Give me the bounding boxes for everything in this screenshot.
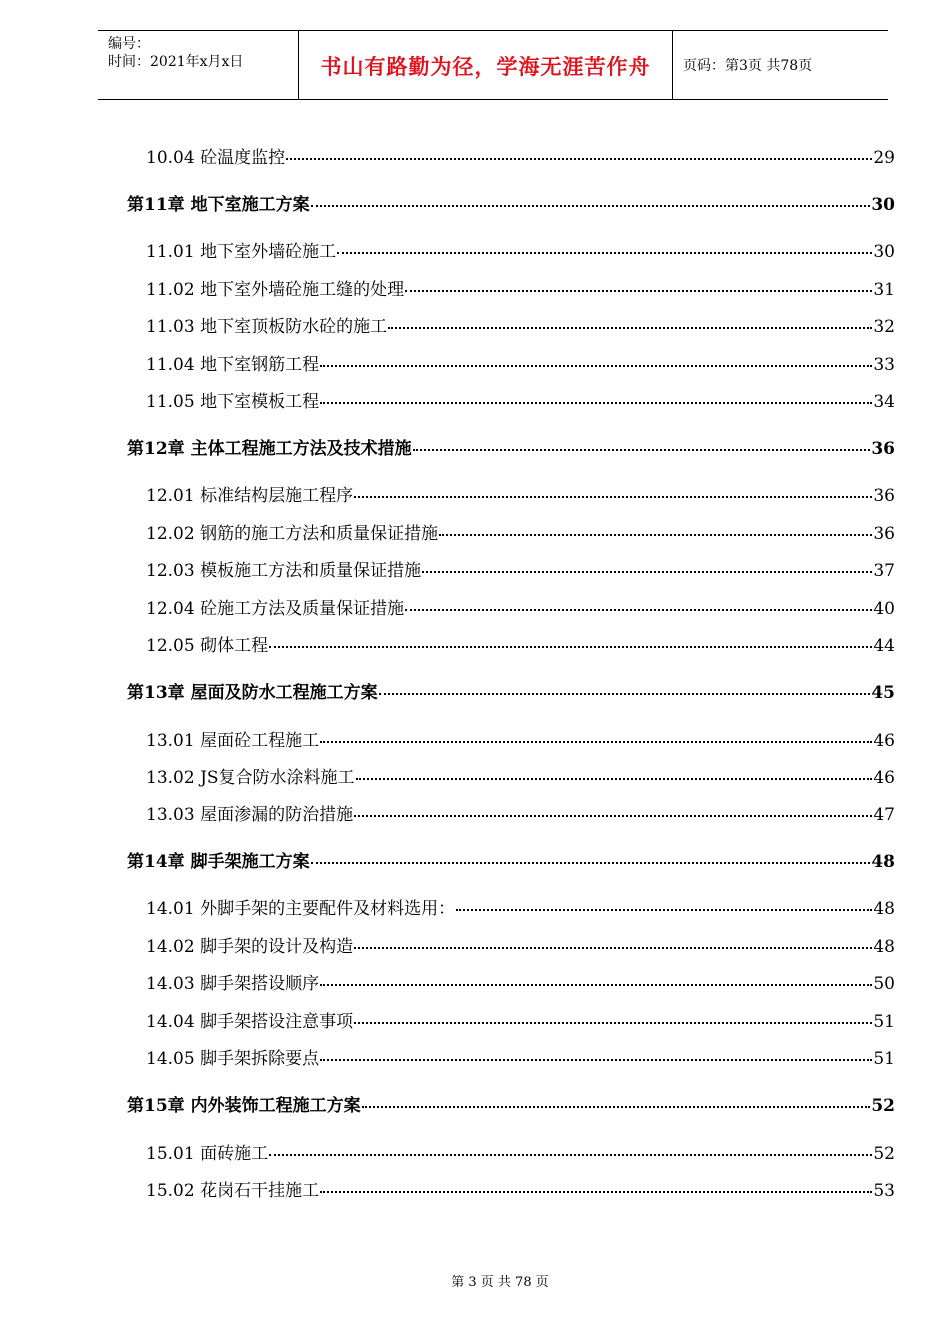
toc-entry-title: 14.03 脚手架搭设顺序 [146, 974, 320, 994]
toc-entry-page: 52 [873, 1144, 895, 1164]
toc-section-entry[interactable] [146, 800, 895, 825]
toc-leader-dots [269, 1154, 872, 1156]
page-header [98, 30, 888, 100]
toc-entry-page: 48 [873, 937, 895, 957]
toc-chapter-entry[interactable] [127, 434, 895, 459]
toc-entry-page: 50 [873, 974, 895, 994]
toc-section-entry[interactable] [146, 594, 895, 619]
toc-chapter-entry[interactable] [127, 1091, 895, 1116]
toc-section-entry[interactable] [146, 932, 895, 957]
toc-section-entry[interactable] [146, 1139, 895, 1164]
toc-entry-title: 13.01 屋面砼工程施工 [146, 731, 320, 751]
toc-leader-dots [354, 496, 872, 498]
toc-section-entry[interactable] [146, 481, 895, 506]
toc-entry-page: 46 [873, 731, 895, 751]
toc-leader-dots [405, 290, 872, 292]
toc-leader-dots [320, 984, 872, 986]
toc-entry-page: 29 [873, 148, 895, 168]
toc-entry-page: 52 [871, 1096, 895, 1116]
toc-entry-title: 10.04 砼温度监控 [146, 148, 286, 168]
toc-entry-title: 14.04 脚手架搭设注意事项 [146, 1012, 354, 1032]
header-motto: 书山有路勤为径，学海无涯苦作舟 [299, 31, 673, 99]
toc-entry-title: 11.03 地下室顶板防水砼的施工 [146, 317, 388, 337]
toc-entry-page: 36 [873, 486, 895, 506]
toc-section-entry[interactable] [146, 894, 895, 919]
toc-leader-dots [286, 158, 872, 160]
toc-entry-title: 11.01 地下室外墙砼施工 [146, 242, 337, 262]
toc-leader-dots [356, 778, 873, 780]
toc-section-entry[interactable] [146, 1007, 895, 1032]
toc-section-entry[interactable] [146, 969, 895, 994]
toc-entry-title: 12.04 砼施工方法及质量保证措施 [146, 599, 405, 619]
toc-entry-page: 36 [871, 439, 895, 459]
toc-leader-dots [269, 646, 872, 648]
toc-leader-dots [320, 402, 872, 404]
toc-leader-dots [413, 449, 871, 451]
toc-entry-page: 30 [873, 242, 895, 262]
toc-chapter-entry[interactable] [127, 190, 895, 215]
toc-leader-dots [320, 1191, 872, 1193]
toc-section-entry[interactable] [146, 387, 895, 412]
toc-section-entry[interactable] [146, 312, 895, 337]
toc-entry-title: 第15章 内外装饰工程施工方案 [127, 1096, 361, 1116]
toc-entry-title: 15.02 花岗石干挂施工 [146, 1181, 320, 1201]
toc-entry-title: 11.04 地下室钢筋工程 [146, 355, 320, 375]
toc-leader-dots [320, 741, 872, 743]
toc-entry-title: 13.02 JS复合防水涂料施工 [146, 768, 355, 788]
toc-section-entry[interactable] [146, 726, 895, 751]
toc-entry-page: 46 [873, 768, 895, 788]
toc-leader-dots [405, 609, 872, 611]
toc-leader-dots [311, 205, 871, 207]
toc-entry-title: 12.02 钢筋的施工方法和质量保证措施 [146, 524, 439, 544]
toc-chapter-entry[interactable] [127, 847, 895, 872]
toc-section-entry[interactable] [146, 143, 895, 168]
toc-entry-title: 第13章 屋面及防水工程施工方案 [127, 683, 378, 703]
toc-leader-dots [439, 534, 872, 536]
toc-entry-page: 31 [873, 280, 895, 300]
toc-section-entry[interactable] [146, 1044, 895, 1069]
toc-section-entry[interactable] [146, 631, 895, 656]
toc-chapter-entry[interactable] [127, 678, 895, 703]
toc-leader-dots [422, 571, 872, 573]
document-time: 时间：2021年x月x日 [108, 54, 244, 70]
toc-entry-title: 第14章 脚手架施工方案 [127, 852, 310, 872]
toc-entry-title: 14.01 外脚手架的主要配件及材料选用： [146, 899, 456, 919]
toc-entry-page: 34 [873, 392, 895, 412]
toc-section-entry[interactable] [146, 237, 895, 262]
toc-entry-page: 51 [873, 1012, 895, 1032]
toc-leader-dots [354, 1022, 872, 1024]
toc-leader-dots [320, 365, 872, 367]
toc-leader-dots [379, 693, 871, 695]
toc-entry-title: 15.01 面砖施工 [146, 1144, 269, 1164]
toc-entry-page: 44 [873, 636, 895, 656]
toc-entry-page: 33 [873, 355, 895, 375]
document-number-label: 编号： [108, 36, 150, 52]
toc-entry-page: 37 [873, 561, 895, 581]
toc-leader-dots [311, 862, 871, 864]
toc-section-entry[interactable] [146, 350, 895, 375]
toc-entry-title: 11.02 地下室外墙砼施工缝的处理 [146, 280, 405, 300]
toc-section-entry[interactable] [146, 556, 895, 581]
toc-leader-dots [354, 815, 872, 817]
toc-entry-title: 第11章 地下室施工方案 [127, 195, 310, 215]
toc-entry-title: 12.05 砌体工程 [146, 636, 269, 656]
header-page-info: 页码：第3页 共78页 [683, 58, 813, 74]
toc-leader-dots [337, 252, 872, 254]
toc-entry-page: 51 [873, 1049, 895, 1069]
toc-leader-dots [354, 947, 872, 949]
toc-leader-dots [456, 909, 872, 911]
toc-entry-title: 14.02 脚手架的设计及构造 [146, 937, 354, 957]
toc-entry-page: 48 [873, 899, 895, 919]
toc-leader-dots [362, 1106, 871, 1108]
toc-entry-title: 11.05 地下室模板工程 [146, 392, 320, 412]
page-footer: 第 3 页 共 78 页 [451, 1275, 549, 1290]
toc-section-entry[interactable] [146, 275, 895, 300]
toc-entry-page: 32 [873, 317, 895, 337]
toc-entry-page: 53 [873, 1181, 895, 1201]
toc-entry-page: 48 [871, 852, 895, 872]
toc-entry-title: 14.05 脚手架拆除要点 [146, 1049, 320, 1069]
toc-entry-page: 47 [873, 805, 895, 825]
toc-entry-page: 45 [871, 683, 895, 703]
toc-entry-page: 36 [873, 524, 895, 544]
toc-entry-title: 12.03 模板施工方法和质量保证措施 [146, 561, 422, 581]
toc-leader-dots [320, 1059, 872, 1061]
header-meta-cell [98, 31, 299, 99]
toc-entry-page: 40 [873, 599, 895, 619]
toc-entry-title: 13.03 屋面渗漏的防治措施 [146, 805, 354, 825]
toc-entry-title: 12.01 标准结构层施工程序 [146, 486, 354, 506]
toc-section-entry[interactable] [146, 519, 895, 544]
toc-entry-page: 30 [871, 195, 895, 215]
toc-section-entry[interactable] [146, 1176, 895, 1201]
toc-section-entry[interactable] [146, 763, 895, 788]
toc-entry-title: 第12章 主体工程施工方法及技术措施 [127, 439, 412, 459]
toc-leader-dots [388, 327, 872, 329]
